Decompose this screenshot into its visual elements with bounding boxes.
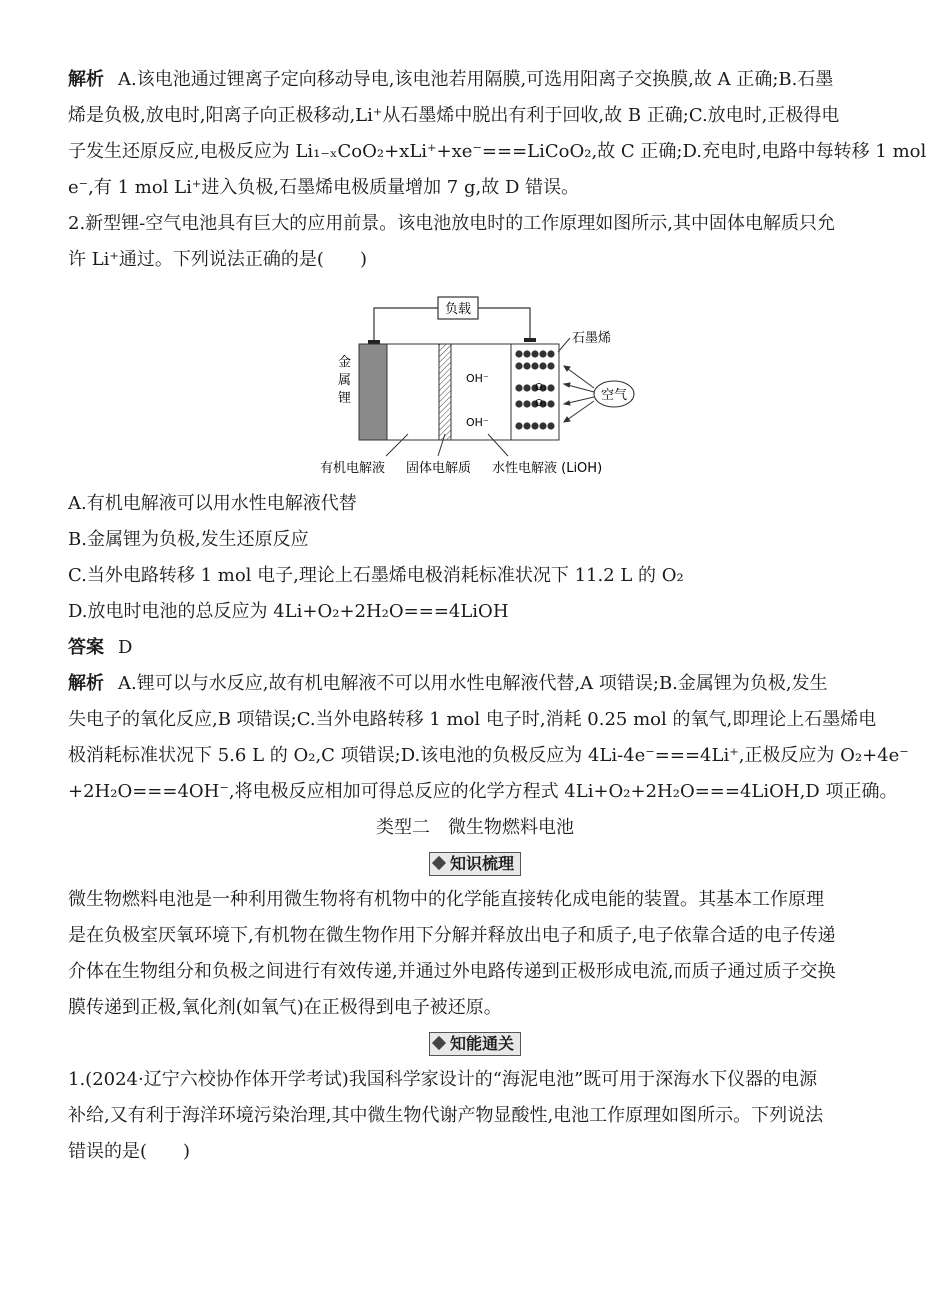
answer-label: 答案	[68, 637, 104, 658]
question-line: 1.(2024·辽宁六校协作体开学考试)我国科学家设计的“海泥电池”既可用于深海水下仪器的电源	[68, 1069, 818, 1090]
graphene-pointer	[558, 338, 570, 352]
option-a: A.有机电解液可以用水性电解液代替	[68, 493, 357, 514]
q2-analysis	[68, 666, 909, 810]
graphene-particle	[547, 400, 554, 407]
answer-value: D	[118, 637, 133, 658]
circuit-wire-left	[374, 308, 438, 342]
ability-badge	[429, 1032, 521, 1056]
q2-stem	[68, 206, 882, 278]
metal-li-char: 金	[338, 355, 352, 370]
graphene-particle	[531, 362, 538, 369]
load-label: 负载	[444, 302, 472, 317]
stem-line: 许 Li⁺通过。下列说法正确的是( )	[68, 249, 367, 270]
graphene-particle	[515, 362, 522, 369]
graphene-particle	[523, 362, 530, 369]
graphene-particle	[523, 400, 530, 407]
terminal-negative	[368, 340, 380, 344]
metal-li-char: 锂	[338, 391, 352, 406]
analysis-line: +2H₂O===4OH⁻,将电极反应相加可得总反应的化学方程式 4Li+O₂+2H₂O===4LiOH,D 项正确。	[68, 781, 898, 802]
air-arrows	[564, 366, 594, 422]
circuit-wire-right	[478, 308, 530, 340]
option-b: B.金属锂为负极,发生还原反应	[68, 529, 309, 550]
knowledge-badge-label: 知识梳理	[449, 854, 514, 873]
graphene-particle	[515, 400, 522, 407]
graphene-particle	[539, 422, 546, 429]
graphene-particle	[547, 384, 554, 391]
graphene-particle	[547, 422, 554, 429]
o2-label-top: O₂	[535, 382, 547, 393]
type2-q1	[68, 1062, 882, 1170]
graphene-particle	[515, 384, 522, 391]
analysis-label: 解析	[68, 69, 104, 90]
page-content	[68, 62, 927, 1170]
diamond-icon	[432, 856, 446, 870]
graphene-particle	[547, 350, 554, 357]
analysis-line: A.该电池通过锂离子定向移动导电,该电池若用隔膜,可选用阳离子交换膜,故 A 正确;B.石墨	[118, 69, 834, 90]
graphene-particle	[523, 350, 530, 357]
analysis-line: A.锂可以与水反应,故有机电解液不可以用水性电解液代替,A 项错误;B.金属锂为负极,发生	[118, 673, 828, 694]
o2-label-bottom: O₂	[535, 398, 547, 409]
q2-options	[68, 486, 882, 630]
ability-badge-label: 知能通关	[449, 1034, 514, 1053]
knowledge-line: 是在负极室厌氧环境下,有机物在微生物作用下分解并释放出电子和质子,电子依靠合适的电子传递	[68, 925, 836, 946]
graphene-particle	[547, 362, 554, 369]
knowledge-line: 微生物燃料电池是一种利用微生物将有机物中的化学能直接转化成电能的装置。其基本工作原理	[68, 889, 824, 910]
knowledge-text	[68, 882, 882, 1026]
solid-electrolyte	[439, 344, 451, 440]
graphene-particle	[531, 422, 538, 429]
battery-diagram	[68, 284, 882, 484]
analysis-label: 解析	[68, 673, 104, 694]
oh-label-bottom: OH⁻	[466, 416, 489, 429]
q1-analysis	[68, 62, 927, 206]
analysis-line: e⁻,有 1 mol Li⁺进入负极,石墨烯电极质量增加 7 g,故 D 错误。	[68, 177, 580, 198]
terminal-positive	[524, 338, 536, 342]
q2-answer	[68, 630, 882, 666]
graphene-particle	[515, 350, 522, 357]
battery-diagram-svg	[308, 284, 648, 484]
graphene-particle	[531, 350, 538, 357]
graphene-particle	[515, 422, 522, 429]
metal-li-char: 属	[338, 373, 352, 388]
analysis-line: 烯是负极,放电时,阳离子向正极移动,Li⁺从石墨烯中脱出有利于回收,故 B 正确;C.放电时,正极得电	[68, 105, 840, 126]
graphene-particle	[539, 350, 546, 357]
graphene-particle	[523, 422, 530, 429]
stem-line: 2.新型锂-空气电池具有巨大的应用前景。该电池放电时的工作原理如图所示,其中固体电解质只允	[68, 213, 835, 234]
label-solid-electrolyte: 固体电解质	[406, 461, 472, 476]
organic-electrolyte	[387, 344, 439, 440]
question-line: 补给,又有利于海洋环境污染治理,其中微生物代谢产物显酸性,电池工作原理如图所示。下列说法	[68, 1105, 824, 1126]
label-organic-electrolyte: 有机电解液	[320, 461, 386, 476]
air-label: 空气	[600, 388, 628, 403]
graphene-particle	[539, 362, 546, 369]
label-aqueous-electrolyte: 水性电解液 (LiOH)	[492, 461, 603, 476]
diamond-icon	[432, 1036, 446, 1050]
knowledge-line: 介体在生物组分和负极之间进行有效传递,并通过外电路传递到正极形成电流,而质子通过质子交换	[68, 961, 836, 982]
graphene-particle	[523, 384, 530, 391]
option-c: C.当外电路转移 1 mol 电子,理论上石墨烯电极消耗标准状况下 11.2 L 的 O₂	[68, 565, 684, 586]
oh-label-top: OH⁻	[466, 372, 489, 385]
section-title: 类型二 微生物燃料电池	[376, 817, 574, 838]
analysis-line: 子发生还原反应,电极反应为 Li₁₋ₓCoO₂+xLi⁺+xe⁻===LiCoO₂,故 C 正确;D.充电时,电路中每转移 1 mol	[68, 141, 927, 162]
knowledge-line: 膜传递到正极,氧化剂(如氧气)在正极得到电子被还原。	[68, 997, 502, 1018]
option-d: D.放电时电池的总反应为 4Li+O₂+2H₂O===4LiOH	[68, 601, 509, 622]
question-line: 错误的是( )	[68, 1141, 191, 1162]
graphene-label: 石墨烯	[572, 331, 612, 346]
analysis-line: 失电子的氧化反应,B 项错误;C.当外电路转移 1 mol 电子时,消耗 0.25 mol 的氧气,即理论上石墨烯电	[68, 709, 877, 730]
metal-lithium-electrode	[359, 344, 387, 440]
knowledge-badge	[429, 852, 521, 876]
analysis-line: 极消耗标准状况下 5.6 L 的 O₂,C 项错误;D.该电池的负极反应为 4Li-4e⁻===4Li⁺,正极反应为 O₂+4e⁻	[68, 745, 909, 766]
